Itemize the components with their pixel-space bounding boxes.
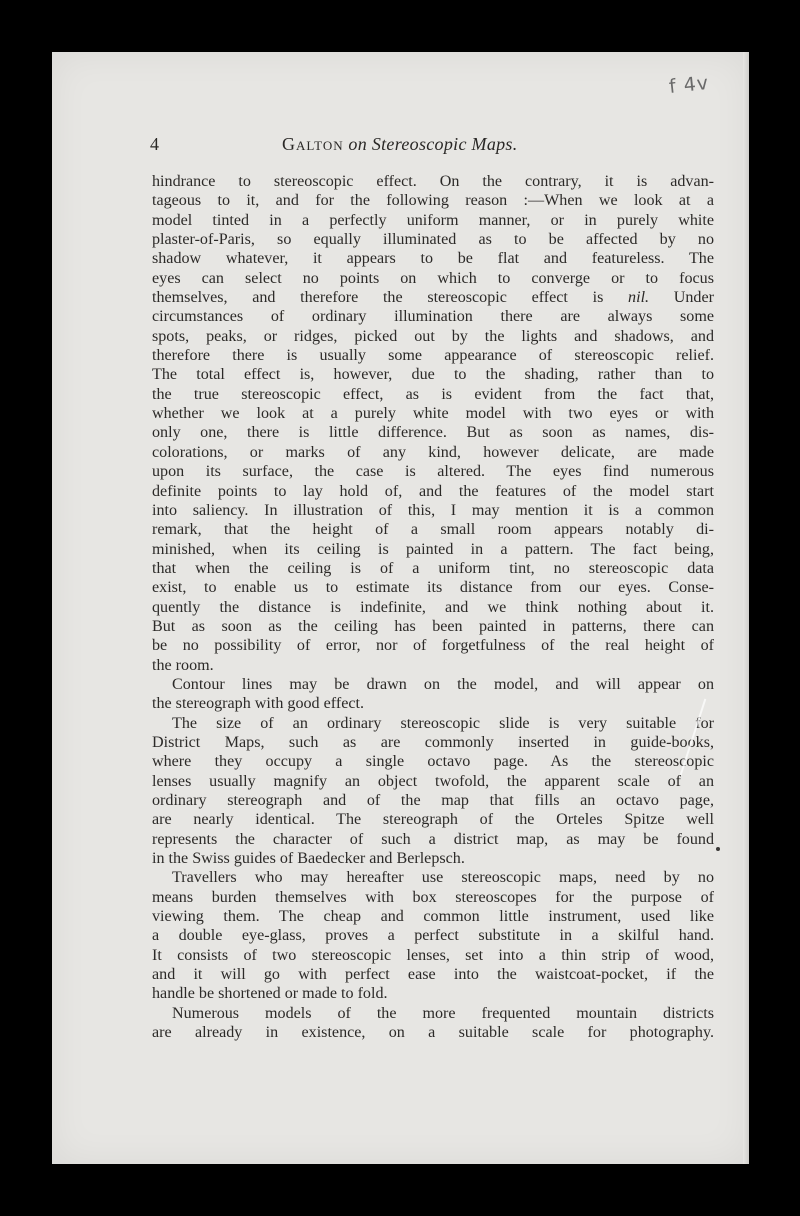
running-head-author: Galton — [282, 134, 344, 154]
text-line: therefore there is usually some appearance of stereoscopic relief. — [152, 347, 714, 365]
text-line: Travellers who may hereafter use stereoscopic maps, need by no — [172, 869, 714, 887]
document-page — [52, 52, 749, 1164]
text-line: the stereograph with good effect. — [152, 695, 364, 713]
text-line: means burden themselves with box stereoscopes for the purpose of — [152, 888, 714, 906]
text-line: spots, peaks, or ridges, picked out by the lights and shadows, and — [152, 327, 714, 345]
text-line: themselves, and therefore the stereoscopic effect is nil. Under — [152, 289, 714, 307]
text-line: are nearly identical. The stereograph of the Orteles Spitze well — [152, 811, 714, 829]
text-line: that when the ceiling is of a uniform tint, no stereoscopic data — [152, 559, 714, 577]
text-line: whether we look at a purely white model with two eyes or with — [152, 405, 714, 423]
italic-term: nil. — [628, 289, 650, 307]
text-line: in the Swiss guides of Baedecker and Berlepsch. — [152, 850, 465, 868]
text-line: lenses usually magnify an object twofold, the apparent scale of an — [152, 772, 714, 790]
text-line: represents the character of such a district map, as may be found — [152, 830, 714, 848]
text-line: shadow whatever, it appears to be flat and featureless. The — [152, 250, 714, 268]
text-line: quently the distance is indefinite, and we think nothing about it. — [152, 598, 714, 616]
text-line: into saliency. In illustration of this, I may mention it is a common — [152, 501, 714, 519]
text-line: hindrance to stereoscopic effect. On the contrary, it is advan- — [152, 173, 714, 190]
text-line: remark, that the height of a small room appears notably di- — [152, 521, 714, 539]
text-line: the true stereoscopic effect, as is evident from the fact that, — [152, 385, 714, 403]
ink-speck — [716, 847, 720, 851]
text-line: upon its surface, the case is altered. The eyes find numerous — [152, 463, 714, 481]
text-line: Contour lines may be drawn on the model, and will appear on — [172, 675, 714, 693]
running-head-title: Stereoscopic Maps. — [371, 134, 518, 154]
text-line: where they occupy a single octavo page. As the stereoscopic — [152, 753, 714, 771]
text-line: handle be shortened or made to fold. — [152, 985, 388, 1003]
text-line: eyes can select no points on which to converge or to focus — [152, 269, 714, 287]
text-line: be no possibility of error, nor of forgetfulness of the real height of — [152, 637, 714, 655]
text-line: viewing them. The cheap and common little instrument, used like — [152, 908, 714, 926]
text-line: Numerous models of the more frequented mountain districts — [172, 1004, 714, 1022]
running-head — [282, 134, 518, 155]
text-line: circumstances of ordinary illumination there are always some — [152, 308, 714, 326]
text-line: plaster-of-Paris, so equally illuminated as to be affected by no — [152, 231, 714, 249]
text-line: are already in existence, on a suitable scale for photography. — [152, 1024, 714, 1042]
text-line: The size of an ordinary stereoscopic slide is very suitable for — [172, 714, 714, 732]
text-line: It consists of two stereoscopic lenses, set into a thin strip of wood, — [152, 946, 714, 964]
text-line: model tinted in a perfectly uniform manner, or in purely white — [152, 211, 714, 229]
text-line: and it will go with perfect ease into the waistcoat-pocket, if the — [152, 966, 714, 984]
text-line: ordinary stereograph and of the map that fills an octavo page, — [152, 792, 714, 809]
text-line: only one, there is little difference. But as soon as names, dis- — [152, 424, 714, 442]
text-line: The total effect is, however, due to the shading, rather than to — [152, 366, 714, 384]
text-line: definite points to lay hold of, and the features of the model start — [152, 482, 714, 500]
text-line: a double eye-glass, proves a perfect substitute in a skilful hand. — [152, 927, 714, 945]
text-line: minished, when its ceiling is painted in a pattern. The fact being, — [152, 540, 714, 558]
text-line: the room. — [152, 656, 214, 674]
folio-annotation: f 4v — [667, 71, 711, 99]
page-number: 4 — [150, 134, 159, 154]
text-line: District Maps, such as are commonly inserted in guide-books, — [152, 733, 714, 751]
text-line: tageous to it, and for the following reason :—When we look at a — [152, 192, 714, 210]
text-line: exist, to enable us to estimate its distance from our eyes. Conse- — [152, 579, 714, 597]
text-line: But as soon as the ceiling has been painted in patterns, there can — [152, 617, 714, 635]
running-head-connector: on — [343, 134, 372, 154]
text-line: colorations, or marks of any kind, however delicate, are made — [152, 443, 714, 461]
body-text — [152, 172, 714, 1042]
